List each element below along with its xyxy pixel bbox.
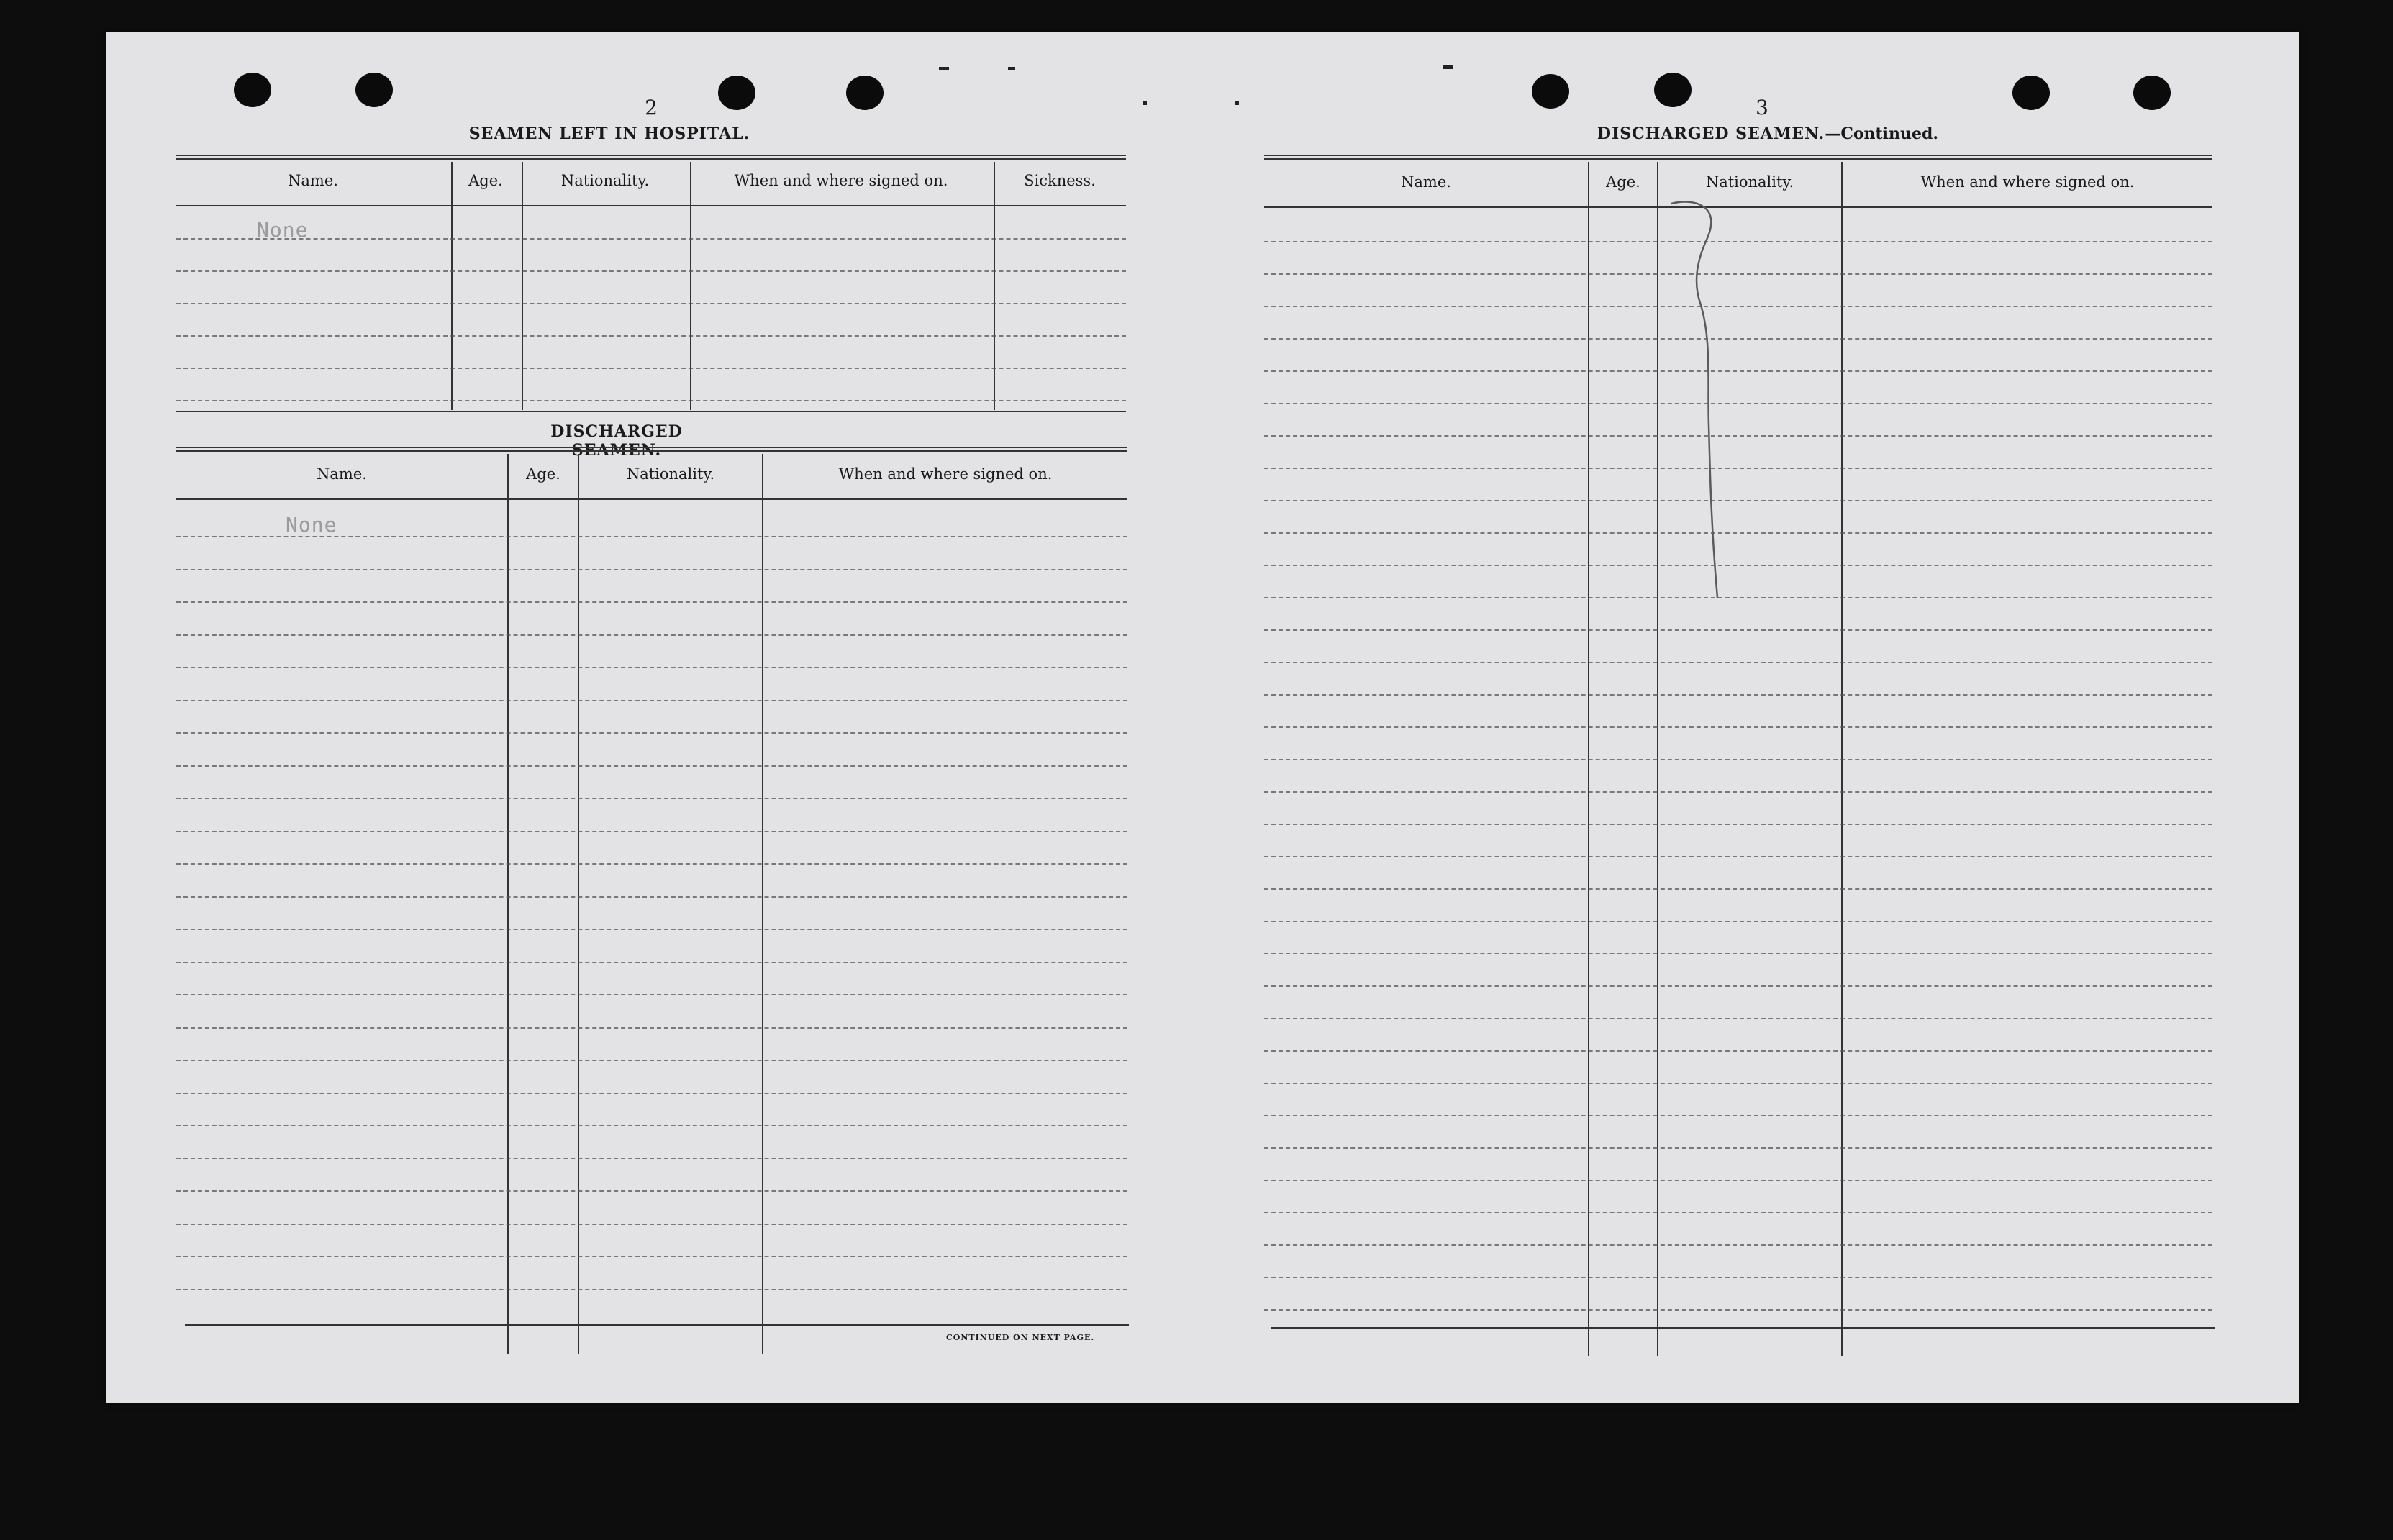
discharged-col-divider	[507, 454, 509, 1354]
discharged-col-divider	[578, 454, 579, 1354]
paper-speck	[1235, 101, 1239, 105]
right-col-name: Name.	[1401, 173, 1451, 191]
ruled-row-line	[176, 929, 1127, 930]
ruled-row-line	[176, 400, 1126, 401]
ruled-row-line	[1264, 694, 2212, 696]
hospital-col-divider	[690, 162, 691, 410]
right-table-top-rule	[1264, 155, 2212, 160]
paper-speck	[1008, 67, 1015, 70]
ruled-row-line	[176, 303, 1126, 304]
punch-hole	[234, 73, 271, 107]
ruled-row-line	[1264, 403, 2212, 404]
ruled-row-line	[1264, 1083, 2212, 1084]
hospital-col-nationality: Nationality.	[560, 172, 650, 189]
ruled-row-line	[176, 335, 1126, 337]
ruled-row-line	[176, 1093, 1127, 1094]
hospital-col-divider	[522, 162, 523, 410]
ruled-row-line	[176, 831, 1127, 832]
ruled-row-line	[176, 1289, 1127, 1290]
hospital-entry-handwritten: None	[257, 218, 309, 242]
ruled-row-line	[1264, 565, 2212, 566]
discharged-col-age: Age.	[526, 465, 560, 483]
hospital-col-age: Age.	[468, 172, 503, 189]
discharged-col-name: Name.	[317, 465, 367, 483]
hospital-col-divider	[451, 162, 453, 410]
ruled-row-line	[176, 667, 1127, 668]
page-number-right: 3	[1756, 96, 1768, 119]
discharged-col-nationality: Nationality.	[626, 465, 715, 483]
discharged-col-divider	[762, 454, 763, 1354]
ruled-row-line	[176, 1256, 1127, 1257]
ruled-row-line	[176, 962, 1127, 963]
ruled-row-line	[1264, 1018, 2212, 1019]
ruled-row-line	[1264, 273, 2212, 275]
ruled-row-line	[1264, 241, 2212, 242]
discharged-section-title: DISCHARGED SEAMEN.	[550, 422, 683, 460]
ruled-row-line	[176, 1060, 1127, 1061]
ruled-row-line	[176, 238, 1126, 240]
right-col-age: Age.	[1606, 173, 1640, 191]
ruled-row-line	[176, 1224, 1127, 1225]
hospital-section-title: SEAMEN LEFT IN HOSPITAL.	[468, 124, 750, 143]
punch-hole	[2133, 76, 2171, 110]
right-table-bottom-rule	[1271, 1327, 2215, 1329]
ruled-row-line	[1264, 435, 2212, 437]
ruled-row-line	[1264, 953, 2212, 954]
document-sheet	[106, 32, 2299, 1403]
page-number-left: 2	[645, 96, 658, 119]
right-col-nationality: Nationality.	[1705, 173, 1794, 191]
ruled-row-line	[176, 1027, 1127, 1029]
ruled-row-line	[1264, 338, 2212, 340]
ruled-row-line	[1264, 500, 2212, 501]
ruled-row-line	[1264, 1115, 2212, 1116]
ruled-row-line	[1264, 1212, 2212, 1213]
ruled-row-line	[1264, 662, 2212, 663]
continued-section-title	[1538, 124, 1998, 143]
paper-speck	[939, 67, 949, 70]
ruled-row-line	[176, 994, 1127, 995]
hospital-col-name: Name.	[288, 172, 338, 189]
ruled-row-line	[176, 270, 1126, 272]
ruled-row-line	[1264, 597, 2212, 598]
ruled-row-line	[1264, 791, 2212, 793]
ruled-row-line	[1264, 985, 2212, 987]
right-header-rule	[1264, 206, 2212, 208]
pencil-mark	[1664, 195, 1736, 634]
ruled-row-line	[1264, 1180, 2212, 1181]
ruled-row-line	[1264, 888, 2212, 890]
discharged-table-top-rule	[176, 447, 1127, 452]
ruled-row-line	[176, 896, 1127, 898]
ruled-row-line	[176, 1190, 1127, 1192]
ruled-row-line	[1264, 532, 2212, 534]
punch-hole	[1654, 73, 1692, 107]
ruled-row-line	[176, 569, 1127, 570]
ruled-row-line	[1264, 629, 2212, 631]
punch-hole	[718, 76, 755, 110]
ruled-row-line	[176, 863, 1127, 865]
ruled-row-line	[1264, 306, 2212, 307]
paper-speck	[1443, 65, 1453, 69]
ruled-row-line	[1264, 856, 2212, 857]
hospital-col-signed-on: When and where signed on.	[734, 172, 948, 189]
discharged-col-signed-on: When and where signed on.	[838, 465, 1053, 483]
ruled-row-line	[176, 601, 1127, 603]
ruled-row-line	[1264, 726, 2212, 728]
continued-note: CONTINUED ON NEXT PAGE.	[946, 1333, 1095, 1342]
ruled-row-line	[176, 634, 1127, 636]
hospital-col-sickness: Sickness.	[1024, 172, 1096, 189]
hospital-header-rule	[176, 205, 1126, 206]
ruled-row-line	[1264, 370, 2212, 372]
punch-hole	[1532, 74, 1569, 109]
punch-hole	[2012, 76, 2050, 110]
ruled-row-line	[1264, 824, 2212, 825]
hospital-col-divider	[994, 162, 995, 410]
right-col-signed-on: When and where signed on.	[1920, 173, 2135, 191]
ruled-row-line	[176, 368, 1126, 369]
ruled-row-line	[176, 1158, 1127, 1159]
ruled-row-line	[1264, 468, 2212, 469]
punch-hole	[355, 73, 393, 107]
continued-section-title-main: DISCHARGED SEAMEN.	[1597, 124, 1825, 143]
ruled-row-line	[176, 798, 1127, 799]
hospital-table-top-rule	[176, 155, 1126, 160]
ruled-row-line	[1264, 759, 2212, 760]
discharged-header-rule	[176, 498, 1127, 500]
paper-speck	[1143, 101, 1147, 105]
ruled-row-line	[176, 732, 1127, 734]
ruled-row-line	[1264, 1277, 2212, 1278]
continued-section-title-suffix: —Continued.	[1825, 124, 1939, 143]
discharged-entry-handwritten: None	[286, 513, 337, 537]
ruled-row-line	[176, 765, 1127, 767]
ruled-row-line	[1264, 1309, 2212, 1311]
punch-hole	[846, 76, 884, 110]
ruled-row-line	[1264, 1147, 2212, 1149]
ruled-row-line	[1264, 1244, 2212, 1246]
ruled-row-line	[176, 1125, 1127, 1126]
ruled-row-line	[176, 700, 1127, 701]
ruled-row-line	[1264, 1050, 2212, 1052]
ruled-row-line	[1264, 921, 2212, 922]
hospital-table-bottom-rule	[176, 411, 1126, 412]
discharged-table-bottom-rule	[185, 1324, 1129, 1326]
